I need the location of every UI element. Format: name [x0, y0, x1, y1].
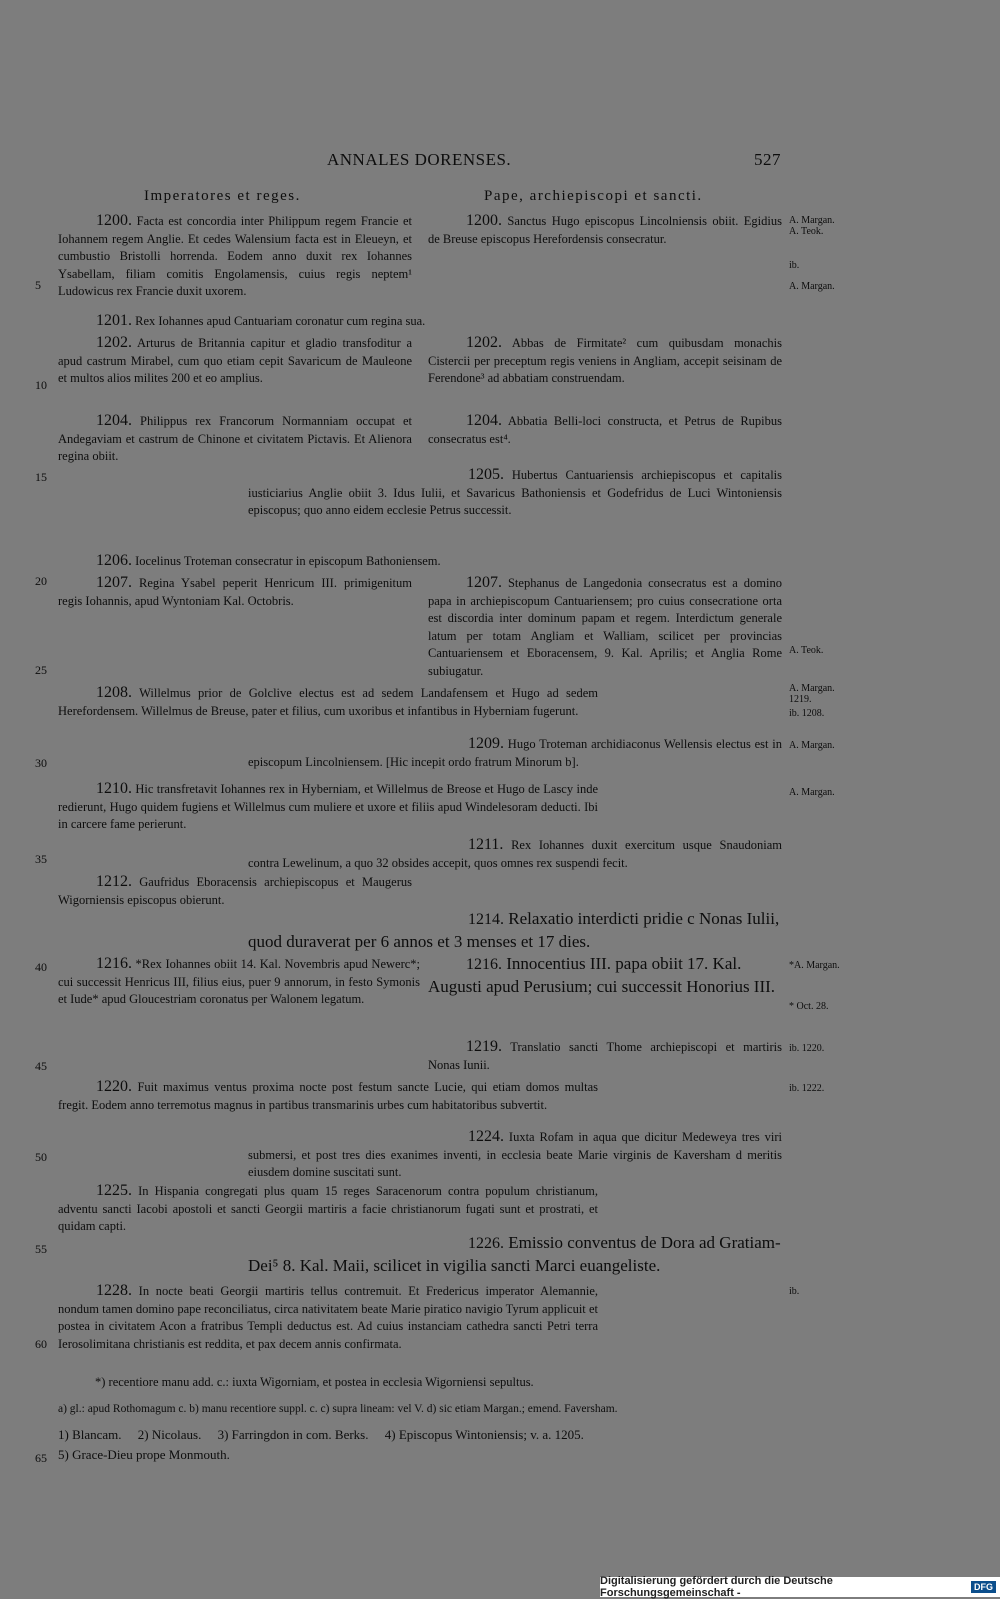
line-number: 15	[35, 470, 47, 484]
page-number: 527	[754, 150, 781, 169]
margin-note: * Oct. 28.	[789, 1001, 829, 1012]
margin-note: A. Teok.	[789, 645, 824, 656]
entry: 1212. Gaufridus Eboracensis archiepiscopus et Maugerus Wigorniensis episcopus obierunt.	[58, 873, 412, 907]
margin-note: A. Teok.	[789, 226, 824, 237]
line-number: 55	[35, 1242, 47, 1256]
footnote-numbers: 5) Grace-Dieu prope Monmouth.	[58, 1447, 230, 1462]
margin-note: ib.	[789, 1286, 800, 1297]
dfg-logo-icon: DFG	[971, 1581, 996, 1593]
entry: 1209. Hugo Troteman archidiaconus Wellensis electus est in episcopum Lincolniensem. [Hic incepit ordo fratrum Minorum b].	[248, 735, 783, 769]
funding-text: Digitalisierung gefördert durch die Deutsche Forschungsgemeinschaft -	[600, 1575, 833, 1599]
margin-note: *A. Margan.	[789, 960, 840, 971]
entry: 1224. Iuxta Rofam in aqua que dicitur Medeweya tres viri submersi, et post tres dies exanimes inventi, in ecclesia beate Marie virginis de Kaversham d meritis eiusdem domine suscitati sunt.	[248, 1128, 783, 1179]
line-number: 50	[35, 1150, 47, 1164]
line-number: 20	[35, 574, 47, 588]
line-number: 45	[35, 1059, 47, 1073]
entry: 1216. Innocentius III. papa obiit 17. Kal. Augusti apud Perusium; cui successit Honorius III.	[428, 954, 776, 996]
footnote-star: *) recentiore manu add. c.: iuxta Wigorniam, et postea in ecclesia Wigorniensi sepultus.	[95, 1375, 534, 1389]
line-number: 65	[35, 1451, 47, 1465]
margin-note: A. Margan.	[789, 787, 835, 798]
entry: 1214. Relaxatio interdicti pridie c Nonas Iulii, quod duraverat per 6 annos et 3 menses et 17 dies.	[248, 909, 780, 951]
margin-note: A. Margan.	[789, 215, 835, 226]
entry: 1204. Abbatia Belli-loci constructa, et Petrus de Rupibus consecratus est⁴.	[428, 412, 782, 446]
entry: 1211. Rex Iohannes duxit exercitum usque Snaudoniam contra Lewelinum, a quo 32 obsides accepit, quos omnes rex suspendi fecit.	[248, 836, 782, 870]
line-number: 30	[35, 756, 47, 770]
funding-footer	[600, 1577, 1000, 1597]
entry: 1206. Iocelinus Troteman consecratur in episcopum Bathoniensem.	[96, 552, 441, 569]
margin-note: A. Margan.	[789, 740, 835, 751]
entry: 1207. Regina Ysabel peperit Henricum III. primigenitum regis Iohannis, apud Wyntoniam Kal. Octobris.	[58, 574, 412, 608]
margin-note: ib.	[789, 260, 800, 271]
entry: 1226. Emissio conventus de Dora ad Gratiam-Dei⁵ 8. Kal. Maii, scilicet in vigilia sancti Marci euangeliste.	[248, 1233, 781, 1275]
line-number: 5	[35, 278, 41, 292]
margin-note: A. Margan. 1219.	[789, 683, 835, 705]
entry: 1204. Philippus rex Francorum Normanniam occupat et Andegaviam et castrum de Chinone et civitatem Pictavis. Et Alienora regina obiit.	[58, 412, 413, 463]
entry: 1225. In Hispania congregati plus quam 15 reges Saracenorum contra populum christianum, adventu sancti Iacobi apostoli et sancti Georgii martiris a facie christianorum fugati sunt et prostrati, et quidam capti.	[58, 1182, 599, 1233]
entry: 1200. Sanctus Hugo episcopus Lincolniensis obiit. Egidius de Breuse episcopus Herefordensis consecratur.	[428, 212, 782, 246]
entry: 1220. Fuit maximus ventus proxima nocte post festum sancte Lucie, qui etiam domos multas fregit. Eodem anno terremotus magnus in partibus transmarinis urbes cum habitatoribus subvertit.	[58, 1078, 599, 1112]
right-column-heading: Pape, archiepiscopi et sancti.	[484, 188, 703, 204]
entry: 1201. Rex Iohannes apud Cantuariam coronatur cum regina sua.	[96, 312, 426, 329]
entry: 1216. *Rex Iohannes obiit 14. Kal. Novembris apud Newerc*; cui successit Henricus III, filius eius, puer 9 annorum, in festo Symonis et Iude* apud Gloucestriam coronatus per Walonem legatum.	[58, 955, 421, 1006]
left-column-heading: Imperatores et reges.	[144, 188, 301, 204]
running-title: ANNALES DORENSES.	[327, 150, 512, 169]
margin-note: ib. 1220.	[789, 1043, 825, 1054]
entry: 1228. In nocte beati Georgii martiris tellus contremuit. Et Fredericus imperator Alemannie, nondum tamen domino pape reconciliatus, circa nativitatem beate Marie piratico navigio Tyrum applicuit et postea in civitatem Acon a fratribus Templi deductus est. Ad cuius instanciam cathedra sancti Petri terra Ierosolimitana christianis est reddita, et pax decem annis confirmata.	[58, 1282, 599, 1351]
entry: 1208. Willelmus prior de Golclive electus est ad sedem Landafensem et Hugo ad sedem Herefordensem. Willelmus de Breuse, pater et filius, cum uxoribus et infantibus in Hyberniam fugerunt.	[58, 684, 598, 718]
entry: 1210. Hic transfretavit Iohannes rex in Hyberniam, et Willelmus de Breose et Hugo de Lascy inde redierunt, Hugo quidem fugiens et Willelmus cum muliere et uxore et filiis apud Windelesoram deducti. Ibi in carcere fame perierunt.	[58, 780, 598, 831]
entry: 1202. Abbas de Firmitate² cum quibusdam monachis Cistercii per preceptum regis veniens in Angliam, accepit seisinam de Ferendone³ ad abbatiam construendam.	[428, 334, 782, 385]
footnote-letters: a) gl.: apud Rothomagum c. b) manu recentiore suppl. c. c) supra lineam: vel V. d) sic etiam Margan.; emend. Faversham.	[58, 1403, 618, 1415]
margin-note: ib. 1222.	[789, 1083, 825, 1094]
line-number: 25	[35, 663, 47, 677]
line-number: 60	[35, 1337, 47, 1351]
line-number: 35	[35, 852, 47, 866]
entry: 1205. Hubertus Cantuariensis archiepiscopus et capitalis iusticiarius Anglie obiit 3. Idus Iulii, et Savaricus Bathoniensis et Godefridus de Luci Wintoniensis episcopus; quo anno eidem ecclesie Petrus successit.	[248, 466, 782, 517]
footnote-numbers: 1) Blancam. 2) Nicolaus. 3) Farringdon in com. Berks. 4) Episcopus Wintoniensis; v. a. 1205.	[58, 1427, 584, 1442]
line-number: 10	[35, 378, 47, 392]
line-number: 40	[35, 960, 47, 974]
entry: 1219. Translatio sancti Thome archiepiscopi et martiris Nonas Iunii.	[428, 1038, 782, 1072]
margin-note: A. Margan.	[789, 281, 835, 292]
entry: 1202. Arturus de Britannia capitur et gladio transfoditur a apud castrum Mirabel, cum quo etiam cepit Savaricum de Mauleone et multos alios milites 200 et eo amplius.	[58, 334, 412, 385]
margin-note: ib. 1208.	[789, 708, 825, 719]
entry: 1200. Facta est concordia inter Philippum regem Francie et Iohannem regem Anglie. Et cedes Walensium facta est in Eleueyn, et cumbustio Bristolli horrenda. Eodem anno duxit rex Iohannes Ysabellam, filiam comitis Engolamensis, cuius regis neptem¹ Ludowicus rex Francie duxit uxorem.	[58, 212, 413, 298]
entry: 1207. Stephanus de Langedonia consecratus est a domino papa in archiepiscopum Cantuariensem; pro cuius consecratione orta est discordia inter dominum papam et regem. Interdictum generale latum per totam Angliam et Walliam, scilicet per provincias Cantuariensem et Eboracensem, 9. Kal. Aprilis; et Anglia Rome subiugatur.	[428, 574, 782, 678]
